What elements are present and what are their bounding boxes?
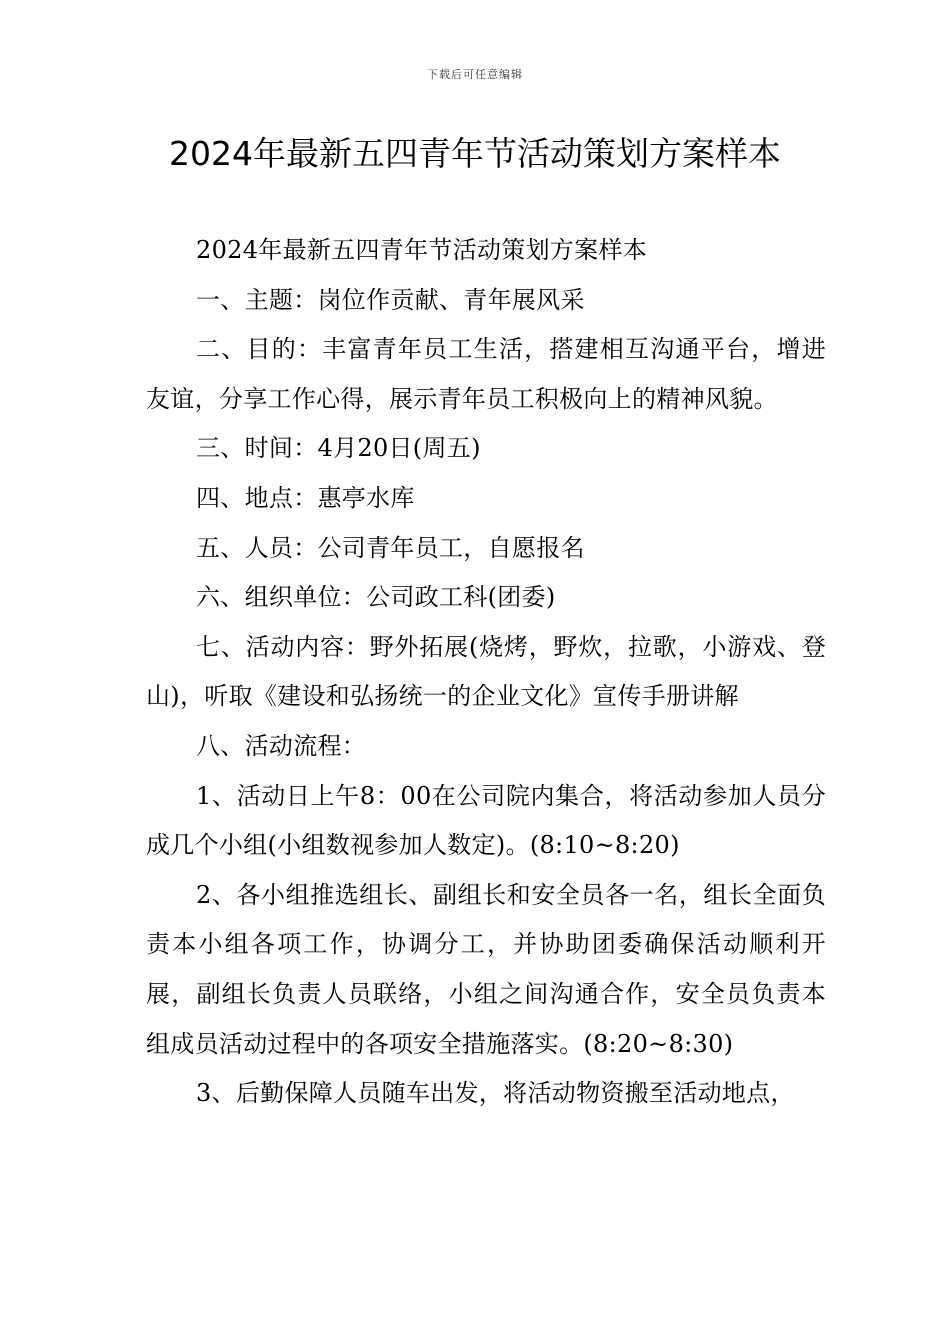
paragraph-purpose: 二、目的：丰富青年员工生活，搭建相互沟通平台，增进友谊，分享工作心得，展示青年员工积极向上的精神风貌。 [146,335,826,413]
paragraph-step-3: 3、后勤保障人员随车出发，将活动物资搬至活动地点， [196,1079,795,1108]
paragraph-location: 四、地点：惠亭水库 [196,483,415,512]
paragraph-organizer: 六、组织单位：公司政工科(团委) [196,583,556,612]
paragraph-participants: 五、人员：公司青年员工，自愿报名 [196,533,585,562]
paragraph-time: 三、时间：4月20日(周五) [196,434,481,463]
paragraph-step-2: 2、各小组推选组长、副组长和安全员各一名，组长全面负责本小组各项工作，协调分工，并协助团委确保活动顺利开展，副组长负责人员联络，小组之间沟通合作，安全员负责本组成员活动过程中的各项安全措施落实。(8:20~8:30) [146,880,826,1058]
document-body [146,226,826,1119]
header-note: 下载后可任意编辑 [427,68,523,81]
paragraph-activities: 七、活动内容：野外拓展(烧烤，野炊，拉歌，小游戏、登山)，听取《建设和弘扬统一的企业文化》宣传手册讲解 [146,632,826,711]
document-title: 2024年最新五四青年节活动策划方案样本 [169,134,781,173]
paragraph-subtitle: 2024年最新五四青年节活动策划方案样本 [196,236,648,264]
paragraph-step-1: 1、活动日上午8：00在公司院内集合，将活动参加人员分成几个小组(小组数视参加人数定)。(8:10~8:20) [146,781,826,860]
paragraph-process-heading: 八、活动流程： [196,731,367,760]
paragraph-theme: 一、主题：岗位作贡献、青年展风采 [196,285,585,314]
